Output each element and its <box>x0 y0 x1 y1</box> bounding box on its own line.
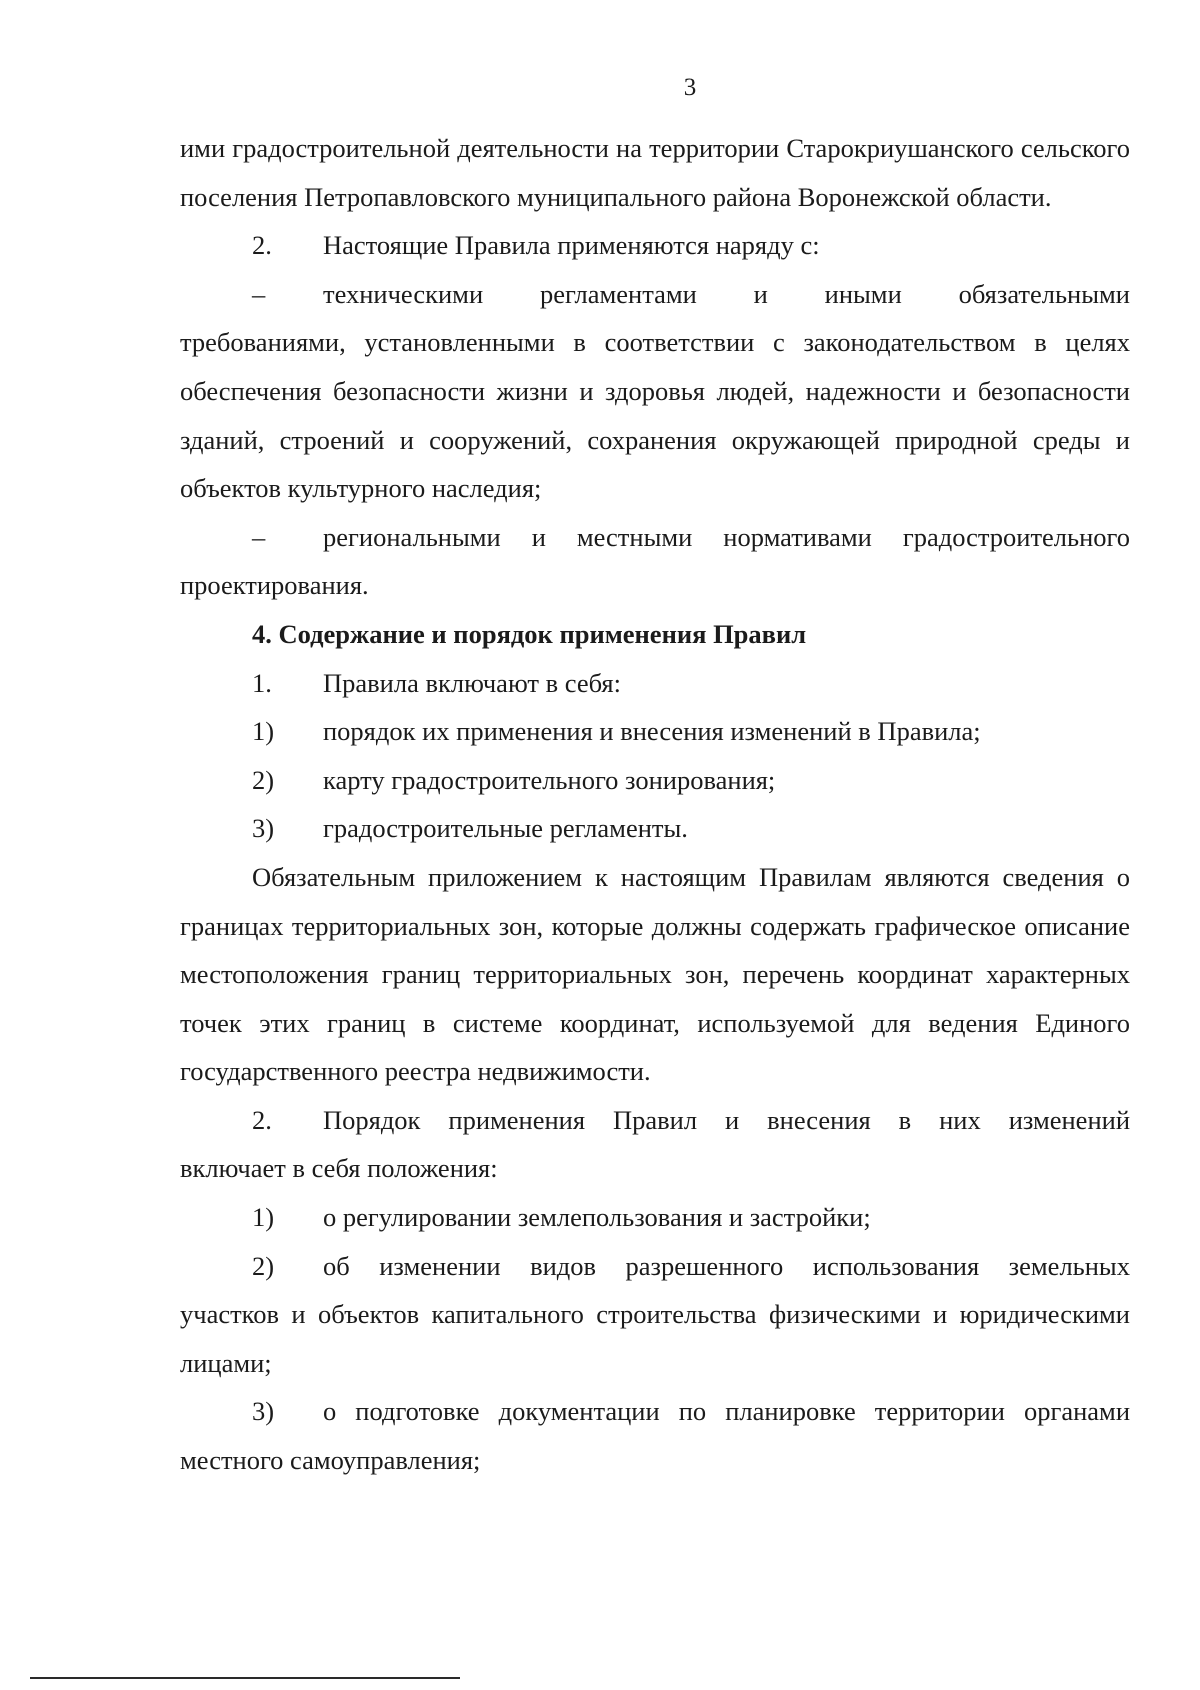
subitem-number: 1) <box>252 716 275 747</box>
subitem-number: 3) <box>252 1396 275 1427</box>
subitem-2-1 <box>180 1193 1130 1242</box>
clause-number: 2. <box>252 1104 272 1135</box>
dash-marker: – <box>252 521 266 552</box>
subitem-text: о регулировании землепользования и застройки; <box>323 1202 871 1233</box>
clause-text: Правила включают в себя: <box>323 667 621 698</box>
dash-marker: – <box>252 278 266 309</box>
page-number: 3 <box>683 74 697 101</box>
clause-text: Настоящие Правила применяются наряду с: <box>323 230 820 261</box>
dash-item-2-first-line <box>180 513 1130 562</box>
clause-text: Порядок применения Правил и внесения в них изменений <box>323 1104 1130 1135</box>
subitem-1-2 <box>180 756 1130 805</box>
clause-number: 1. <box>252 667 272 698</box>
clause-1 <box>180 659 1130 708</box>
subitem-number: 3) <box>252 813 275 844</box>
dash-item-text: техническими регламентами и иными обязательными <box>323 278 1130 309</box>
clause-2-first-line <box>180 1096 1130 1145</box>
bottom-divider <box>30 1677 460 1679</box>
annex-paragraph: Обязательным приложением к настоящим Правилам являются сведения о границах территориальных зон, которые должны содержать графическое описание местоположения границ территориальных зон, перечень координат характерных точек этих границ в системе координат, используемой для ведения Единого государственного реестра недвижимости. <box>180 861 1130 1087</box>
subitem-2-3-continuation: местного самоуправления; <box>180 1445 481 1476</box>
subitem-text: о подготовке документации по планировке территории органами <box>323 1396 1130 1427</box>
subitem-text: карту градостроительного зонирования; <box>323 764 776 795</box>
dash-item-1-continuation: требованиями, установленными в соответствии с законодательством в целях обеспечения безопасности жизни и здоровья людей, надежности и безопасности зданий, строений и сооружений, сохранения окружающей природной среды и объектов культурного наследия; <box>180 327 1130 504</box>
subitem-number: 2) <box>252 1250 275 1281</box>
subitem-2-2-continuation: участков и объектов капитального строительства физическими и юридическими лицами; <box>180 1299 1130 1378</box>
subitem-number: 1) <box>252 1202 275 1233</box>
subitem-2-3-first-line <box>180 1387 1130 1436</box>
subitem-text: градостроительные регламенты. <box>323 813 688 844</box>
clause-number: 2. <box>252 230 272 261</box>
subitem-1-1 <box>180 707 1130 756</box>
subitem-number: 2) <box>252 764 275 795</box>
clause-2-continuation: включает в себя положения: <box>180 1153 498 1184</box>
intro-paragraph: ими градостроительной деятельности на территории Старокриушанского сельского поселения Петропавловского муниципального района Воронежской области. <box>180 133 1130 212</box>
subitem-1-3 <box>180 804 1130 853</box>
dash-item-1-first-line <box>180 270 1130 319</box>
subitem-text: порядок их применения и внесения изменений в Правила; <box>323 716 981 747</box>
dash-item-2-continuation: проектирования. <box>180 570 369 601</box>
subitem-2-2-first-line <box>180 1242 1130 1291</box>
section-heading: 4. Содержание и порядок применения Правил <box>252 618 807 649</box>
clause-2 <box>180 221 1130 270</box>
document-body <box>180 124 1130 1485</box>
dash-item-text: региональными и местными нормативами градостроительного <box>323 521 1130 552</box>
subitem-text: об изменении видов разрешенного использования земельных <box>323 1250 1130 1281</box>
